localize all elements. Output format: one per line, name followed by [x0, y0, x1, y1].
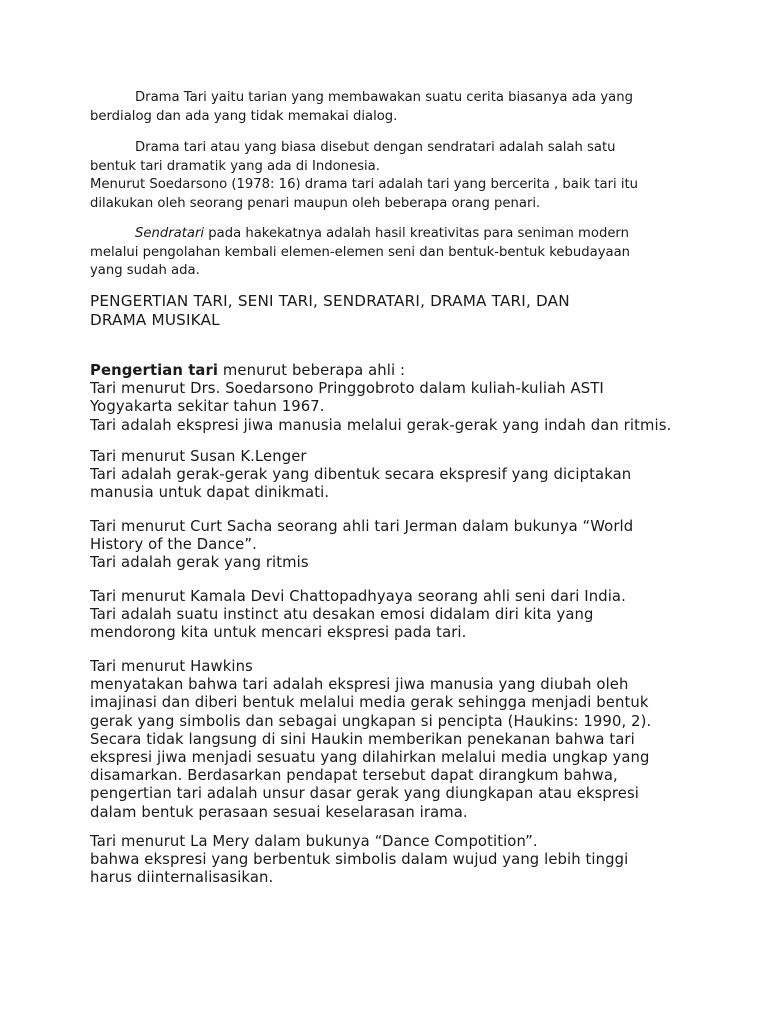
text-line [90, 362, 710, 380]
definition-block-chattopadhyaya [90, 588, 710, 643]
text-line: berdialog dan ada yang tidak memakai dialog. [90, 108, 398, 124]
text-line: dalam bentuk perasaan sesuai keselarasan irama. [90, 803, 468, 821]
text-line: melalui pengolahan kembali elemen-elemen seni dan bentuk-bentuk kebudayaan [90, 244, 631, 260]
text-line: Tari menurut Hawkins [90, 658, 253, 675]
text-line: disamarkan. Berdasarkan pendapat tersebut dapat dirangkum bahwa, [90, 767, 618, 785]
section-heading [90, 292, 690, 330]
definition-block-intro [90, 362, 710, 435]
text-line: bahwa ekspresi yang berbentuk simbolis dalam wujud yang lebih tinggi [90, 851, 629, 869]
text-line: Tari adalah gerak-gerak yang dibentuk secara ekspresif yang diciptakan [90, 466, 632, 484]
text-line: Tari menurut Kamala Devi Chattopadhyaya seorang ahli seni dari India. [90, 588, 626, 605]
text-run: menurut beberapa ahli : [218, 362, 406, 379]
text-line: ekspresi jiwa menjadi sesuatu yang dilahirkan melalui media ungkap yang [90, 749, 650, 767]
text-line: Tari adalah gerak yang ritmis [90, 554, 309, 572]
italic-term: Sendratari [135, 226, 205, 241]
definition-block-hawkins [90, 658, 710, 822]
text-run: pada hakekatnya adalah hasil kreativitas para seniman modern [204, 226, 629, 241]
intro-paragraph-3 [90, 225, 690, 281]
text-line: yang sudah ada. [90, 263, 200, 278]
definition-block-lenger [90, 448, 710, 503]
bold-term: Pengertian tari [90, 362, 219, 379]
text-line: Tari menurut Curt Sacha seorang ahli tari Jerman dalam bukunya “World [90, 518, 634, 535]
text-line: bentuk tari dramatik yang ada di Indonesia. [90, 158, 380, 174]
text-line: History of the Dance”. [90, 536, 257, 554]
text-line: Menurut Soedarsono (1978: 16) drama tari adalah tari yang bercerita , baik tari itu [90, 177, 639, 192]
text-line: Tari menurut Drs. Soedarsono Pringgobroto dalam kuliah-kuliah ASTI [90, 380, 604, 398]
text-line: Tari menurut La Mery dalam bukunya “Dance Compotition”. [90, 833, 538, 850]
definition-block-sacha [90, 518, 710, 573]
intro-paragraph-2 [90, 139, 690, 213]
text-line: Tari adalah suatu instinct atu desakan emosi didalam diri kita yang [90, 606, 594, 624]
intro-paragraph-1 [90, 89, 690, 126]
text-line: Secara tidak langsung di sini Haukin memberikan penekanan bahwa tari [90, 730, 635, 748]
text-run: Drama tari atau yang biasa disebut dengan sendratari adalah salah satu [135, 140, 616, 155]
text-line: pengertian tari adalah unsur dasar gerak yang diungkapan atau ekspresi [90, 785, 639, 803]
definition-block-la-mery [90, 833, 710, 888]
text-line [90, 89, 690, 108]
text-line [90, 139, 690, 158]
text-line: harus diinternalisasikan. [90, 869, 274, 887]
text-run: Drama Tari yaitu tarian yang membawakan suatu cerita biasanya ada yang [135, 90, 633, 105]
text-line [90, 225, 690, 244]
text-line: gerak yang simbolis dan sebagai ungkapan si pencipta (Haukins: 1990, 2). [90, 712, 652, 730]
text-line: mendorong kita untuk mencari ekspresi pada tari. [90, 624, 467, 642]
heading-line: DRAMA MUSIKAL [90, 311, 220, 329]
text-line: Yogyakarta sekitar tahun 1967. [90, 398, 325, 416]
text-line: menyatakan bahwa tari adalah ekspresi jiwa manusia yang diubah oleh [90, 676, 629, 694]
text-line: manusia untuk dapat dinikmati. [90, 484, 330, 502]
text-line: dilakukan oleh seorang penari maupun oleh beberapa orang penari. [90, 195, 541, 211]
heading-line: PENGERTIAN TARI, SENI TARI, SENDRATARI, DRAMA TARI, DAN [90, 292, 570, 310]
text-line: imajinasi dan diberi bentuk melalui media gerak sehingga menjadi bentuk [90, 694, 649, 712]
text-line: Tari adalah ekspresi jiwa manusia melalui gerak-gerak yang indah dan ritmis. [90, 416, 672, 434]
text-line: Tari menurut Susan K.Lenger [90, 448, 307, 465]
